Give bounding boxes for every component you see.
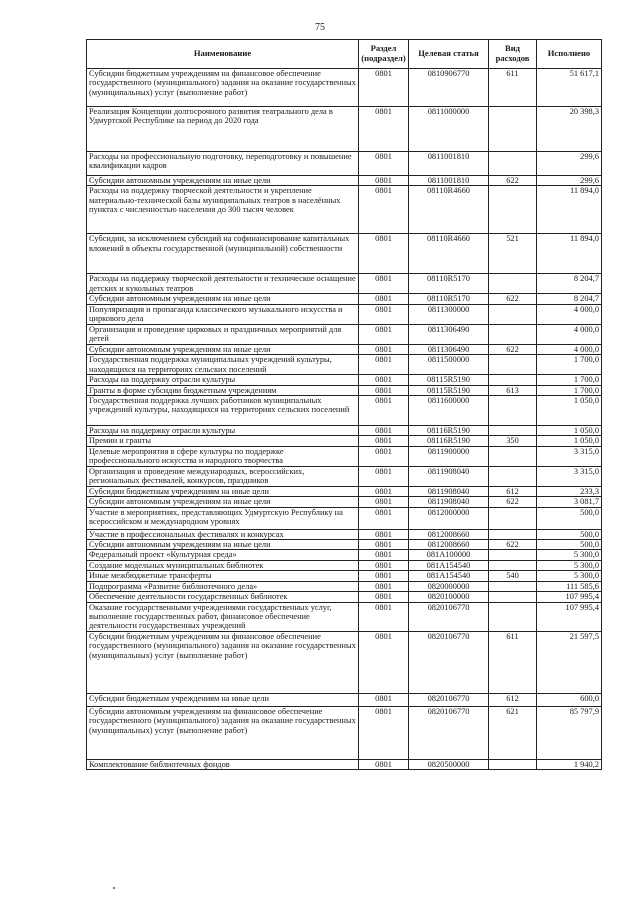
table-row <box>87 693 602 706</box>
row-target: 0810906770 <box>409 69 489 107</box>
row-amount: 4 000,0 <box>537 324 602 344</box>
row-target: 0811306490 <box>409 324 489 344</box>
row-amount: 107 995,4 <box>537 592 602 602</box>
table-row <box>87 385 602 395</box>
row-type: 622 <box>489 176 537 186</box>
row-type: 622 <box>489 294 537 304</box>
row-name: Гранты в форме субсидии бюджетным учреждениям <box>87 385 359 395</box>
row-type: 622 <box>489 540 537 550</box>
column-header-target: Целевая статья <box>409 40 489 69</box>
row-amount: 111 585,6 <box>537 581 602 591</box>
row-amount: 85 797,9 <box>537 706 602 759</box>
row-target: 0820106770 <box>409 693 489 706</box>
row-section: 0801 <box>359 706 409 759</box>
row-name: Участие в профессиональных фестивалях и конкурсах <box>87 529 359 539</box>
row-type <box>489 592 537 602</box>
row-name: Целевые мероприятия в сфере культуры по поддержке профессионального искусства и народного творчества <box>87 446 359 466</box>
row-section: 0801 <box>359 602 409 631</box>
row-name: Субсидии, за исключением субсидий на софинансирование капитальных вложений в объекты государственной (муниципальной) собственности <box>87 234 359 274</box>
row-name: Государственная поддержка муниципальных учреждений культуры, находящихся на территориях сельских поселений <box>87 355 359 375</box>
row-amount: 3 315,0 <box>537 466 602 486</box>
row-name: Субсидии бюджетным учреждениям на финансовое обеспечение государственного (муниципального) задания на оказание государственных (муниципальных) услуг (выполнение работ) <box>87 69 359 107</box>
row-type <box>489 550 537 560</box>
row-section: 0801 <box>359 592 409 602</box>
row-type <box>489 396 537 426</box>
budget-table <box>86 39 602 770</box>
column-header-section: Раздел (подраздел) <box>359 40 409 69</box>
table-row <box>87 497 602 507</box>
row-type <box>489 355 537 375</box>
row-section: 0801 <box>359 581 409 591</box>
row-type <box>489 107 537 152</box>
row-name: Субсидии бюджетным учреждениям на иные цели <box>87 486 359 496</box>
row-section: 0801 <box>359 294 409 304</box>
table-row <box>87 234 602 274</box>
row-amount: 233,3 <box>537 486 602 496</box>
row-section: 0801 <box>359 631 409 693</box>
row-section: 0801 <box>359 529 409 539</box>
row-amount: 299,6 <box>537 176 602 186</box>
row-amount: 11 894,0 <box>537 186 602 234</box>
table-row <box>87 602 602 631</box>
row-amount: 5 300,0 <box>537 571 602 581</box>
row-section: 0801 <box>359 497 409 507</box>
row-target: 0820106770 <box>409 706 489 759</box>
row-section: 0801 <box>359 486 409 496</box>
row-amount: 8 204,7 <box>537 294 602 304</box>
row-target: 08116R5190 <box>409 426 489 436</box>
row-target: 0812008660 <box>409 540 489 550</box>
row-section: 0801 <box>359 693 409 706</box>
row-target: 0820000000 <box>409 581 489 591</box>
row-name: Организация и проведение международных, всероссийских, региональных фестивалей, конкурсов, праздников <box>87 466 359 486</box>
table-row <box>87 560 602 570</box>
row-target: 0811001810 <box>409 176 489 186</box>
row-type: 612 <box>489 693 537 706</box>
row-type <box>489 581 537 591</box>
table-row <box>87 324 602 344</box>
row-amount: 4 000,0 <box>537 344 602 354</box>
table-row <box>87 529 602 539</box>
row-type <box>489 375 537 385</box>
row-target: 081A154540 <box>409 560 489 570</box>
row-target: 0811000000 <box>409 107 489 152</box>
table-row <box>87 759 602 769</box>
scan-speck <box>113 887 115 889</box>
row-type: 540 <box>489 571 537 581</box>
row-section: 0801 <box>359 426 409 436</box>
table-row <box>87 507 602 529</box>
table-row <box>87 581 602 591</box>
row-target: 0811500000 <box>409 355 489 375</box>
table-row <box>87 396 602 426</box>
row-target: 0812000000 <box>409 507 489 529</box>
table-row <box>87 446 602 466</box>
row-type <box>489 560 537 570</box>
row-type: 613 <box>489 385 537 395</box>
row-type <box>489 186 537 234</box>
row-target: 0811908040 <box>409 486 489 496</box>
row-amount: 600,0 <box>537 693 602 706</box>
row-name: Премии и гранты <box>87 436 359 446</box>
row-target: 0811600000 <box>409 396 489 426</box>
row-section: 0801 <box>359 324 409 344</box>
table-row <box>87 176 602 186</box>
table-row <box>87 186 602 234</box>
table-row <box>87 355 602 375</box>
row-name: Расходы на поддержку отрасли культуры <box>87 426 359 436</box>
table-row <box>87 69 602 107</box>
row-name: Расходы на поддержку творческой деятельности и укрепление материально-технической базы муниципальных театров в населённых пунктах с численностью населения до 300 тысяч человек <box>87 186 359 234</box>
row-target: 0811908040 <box>409 466 489 486</box>
row-amount: 5 300,0 <box>537 550 602 560</box>
table-body <box>87 69 602 770</box>
row-target: 081A154540 <box>409 571 489 581</box>
row-name: Подпрограмма «Развитие библиотечного дела» <box>87 581 359 591</box>
row-type <box>489 274 537 294</box>
table-row <box>87 592 602 602</box>
row-section: 0801 <box>359 355 409 375</box>
row-target: 0811306490 <box>409 344 489 354</box>
row-amount: 3 315,0 <box>537 446 602 466</box>
row-name: Иные межбюджетные трансферты <box>87 571 359 581</box>
page-number: 75 <box>315 22 325 33</box>
table-row <box>87 152 602 176</box>
row-target: 0811900000 <box>409 446 489 466</box>
row-amount: 1 050,0 <box>537 426 602 436</box>
row-type <box>489 152 537 176</box>
row-amount: 1 700,0 <box>537 375 602 385</box>
row-amount: 20 398,3 <box>537 107 602 152</box>
row-name: Расходы на профессиональную подготовку, переподготовку и повышение квалификации кадров <box>87 152 359 176</box>
row-type <box>489 324 537 344</box>
row-section: 0801 <box>359 69 409 107</box>
row-amount: 107 995,4 <box>537 602 602 631</box>
row-type: 350 <box>489 436 537 446</box>
row-name: Субсидии автономным учреждениям на финансовое обеспечение государственного (муниципального) задания на оказание государственных (муниципальных) услуг (выполнение работ) <box>87 706 359 759</box>
row-name: Федеральный проект «Культурная среда» <box>87 550 359 560</box>
row-target: 0811300000 <box>409 304 489 324</box>
row-name: Субсидии бюджетным учреждениям на иные цели <box>87 693 359 706</box>
row-target: 08110R5170 <box>409 274 489 294</box>
row-section: 0801 <box>359 375 409 385</box>
row-section: 0801 <box>359 571 409 581</box>
row-name: Субсидии автономным учреждениям на иные цели <box>87 540 359 550</box>
row-type <box>489 507 537 529</box>
row-name: Комплектование библиотечных фондов <box>87 759 359 769</box>
row-section: 0801 <box>359 550 409 560</box>
row-type: 622 <box>489 497 537 507</box>
row-type: 611 <box>489 631 537 693</box>
row-type: 521 <box>489 234 537 274</box>
row-type: 622 <box>489 344 537 354</box>
row-target: 0820106770 <box>409 631 489 693</box>
row-section: 0801 <box>359 385 409 395</box>
row-amount: 1 050,0 <box>537 396 602 426</box>
row-target: 0812008660 <box>409 529 489 539</box>
table-row <box>87 486 602 496</box>
row-section: 0801 <box>359 436 409 446</box>
row-amount: 299,6 <box>537 152 602 176</box>
table-row <box>87 344 602 354</box>
row-name: Расходы на поддержку творческой деятельности и техническое оснащение детских и кукольных театров <box>87 274 359 294</box>
row-target: 081A100000 <box>409 550 489 560</box>
column-header-amount: Исполнено <box>537 40 602 69</box>
row-name: Субсидии автономным учреждениям на иные цели <box>87 344 359 354</box>
row-amount: 51 617,1 <box>537 69 602 107</box>
row-type <box>489 446 537 466</box>
row-section: 0801 <box>359 507 409 529</box>
row-section: 0801 <box>359 344 409 354</box>
table-row <box>87 426 602 436</box>
row-section: 0801 <box>359 234 409 274</box>
row-section: 0801 <box>359 540 409 550</box>
row-target: 08115R5190 <box>409 385 489 395</box>
row-type: 611 <box>489 69 537 107</box>
row-amount: 500,0 <box>537 529 602 539</box>
row-section: 0801 <box>359 560 409 570</box>
row-target: 08110R4660 <box>409 234 489 274</box>
row-amount: 3 081,7 <box>537 497 602 507</box>
table-row <box>87 466 602 486</box>
table-row <box>87 375 602 385</box>
row-section: 0801 <box>359 176 409 186</box>
row-section: 0801 <box>359 274 409 294</box>
row-name: Организация и проведение цирковых и праздничных мероприятий для детей <box>87 324 359 344</box>
table-row <box>87 274 602 294</box>
row-type: 621 <box>489 706 537 759</box>
row-target: 08116R5190 <box>409 436 489 446</box>
row-type: 612 <box>489 486 537 496</box>
row-target: 0820100000 <box>409 592 489 602</box>
table-row <box>87 436 602 446</box>
table-row <box>87 550 602 560</box>
row-amount: 1 700,0 <box>537 385 602 395</box>
row-section: 0801 <box>359 304 409 324</box>
row-target: 08110R5170 <box>409 294 489 304</box>
table-row <box>87 571 602 581</box>
table-row <box>87 107 602 152</box>
table-row <box>87 304 602 324</box>
table-row <box>87 540 602 550</box>
row-amount: 21 597,5 <box>537 631 602 693</box>
row-section: 0801 <box>359 466 409 486</box>
row-name: Субсидии бюджетным учреждениям на финансовое обеспечение государственного (муниципального) задания на оказание государственных (муниципальных) услуг (выполнение работ) <box>87 631 359 693</box>
row-name: Субсидии автономным учреждениям на иные цели <box>87 176 359 186</box>
row-section: 0801 <box>359 446 409 466</box>
row-name: Реализация Концепции долгосрочного развития театрального дела в Удмуртской Республике на период до 2020 года <box>87 107 359 152</box>
row-target: 0820106770 <box>409 602 489 631</box>
table-row <box>87 706 602 759</box>
row-name: Обеспечение деятельности государственных библиотек <box>87 592 359 602</box>
row-name: Расходы на поддержку отрасли культуры <box>87 375 359 385</box>
column-header-name: Наименование <box>87 40 359 69</box>
row-name: Участие в мероприятиях, представляющих Удмуртскую Республику на всероссийском и международном уровнях <box>87 507 359 529</box>
row-amount: 5 300,0 <box>537 560 602 570</box>
row-amount: 4 000,0 <box>537 304 602 324</box>
row-name: Популяризация и пропаганда классического музыкального искусства и циркового дела <box>87 304 359 324</box>
row-name: Государственная поддержка лучших работников муниципальных учреждений культуры, находящихся на территориях сельских поселений <box>87 396 359 426</box>
row-section: 0801 <box>359 107 409 152</box>
row-type <box>489 529 537 539</box>
row-name: Создание модельных муниципальных библиотек <box>87 560 359 570</box>
table-header-row <box>87 40 602 69</box>
row-type <box>489 759 537 769</box>
row-type <box>489 304 537 324</box>
row-section: 0801 <box>359 396 409 426</box>
row-name: Субсидии автономным учреждениям на иные цели <box>87 294 359 304</box>
row-target: 0820500000 <box>409 759 489 769</box>
row-amount: 500,0 <box>537 507 602 529</box>
row-amount: 1 050,0 <box>537 436 602 446</box>
row-amount: 1 700,0 <box>537 355 602 375</box>
column-header-type: Вид расходов <box>489 40 537 69</box>
row-name: Оказание государственными учреждениями государственных услуг, выполнение государственных работ, финансовое обеспечение деятельности государственных учреждений <box>87 602 359 631</box>
row-amount: 11 894,0 <box>537 234 602 274</box>
row-target: 08110R4660 <box>409 186 489 234</box>
row-section: 0801 <box>359 759 409 769</box>
table-row <box>87 294 602 304</box>
row-amount: 1 940,2 <box>537 759 602 769</box>
row-section: 0801 <box>359 152 409 176</box>
row-type <box>489 466 537 486</box>
row-type <box>489 602 537 631</box>
row-type <box>489 426 537 436</box>
row-amount: 500,0 <box>537 540 602 550</box>
row-section: 0801 <box>359 186 409 234</box>
row-target: 08115R5190 <box>409 375 489 385</box>
row-name: Субсидии автономным учреждениям на иные цели <box>87 497 359 507</box>
row-target: 0811908040 <box>409 497 489 507</box>
row-target: 0811001810 <box>409 152 489 176</box>
row-amount: 8 204,7 <box>537 274 602 294</box>
table-row <box>87 631 602 693</box>
